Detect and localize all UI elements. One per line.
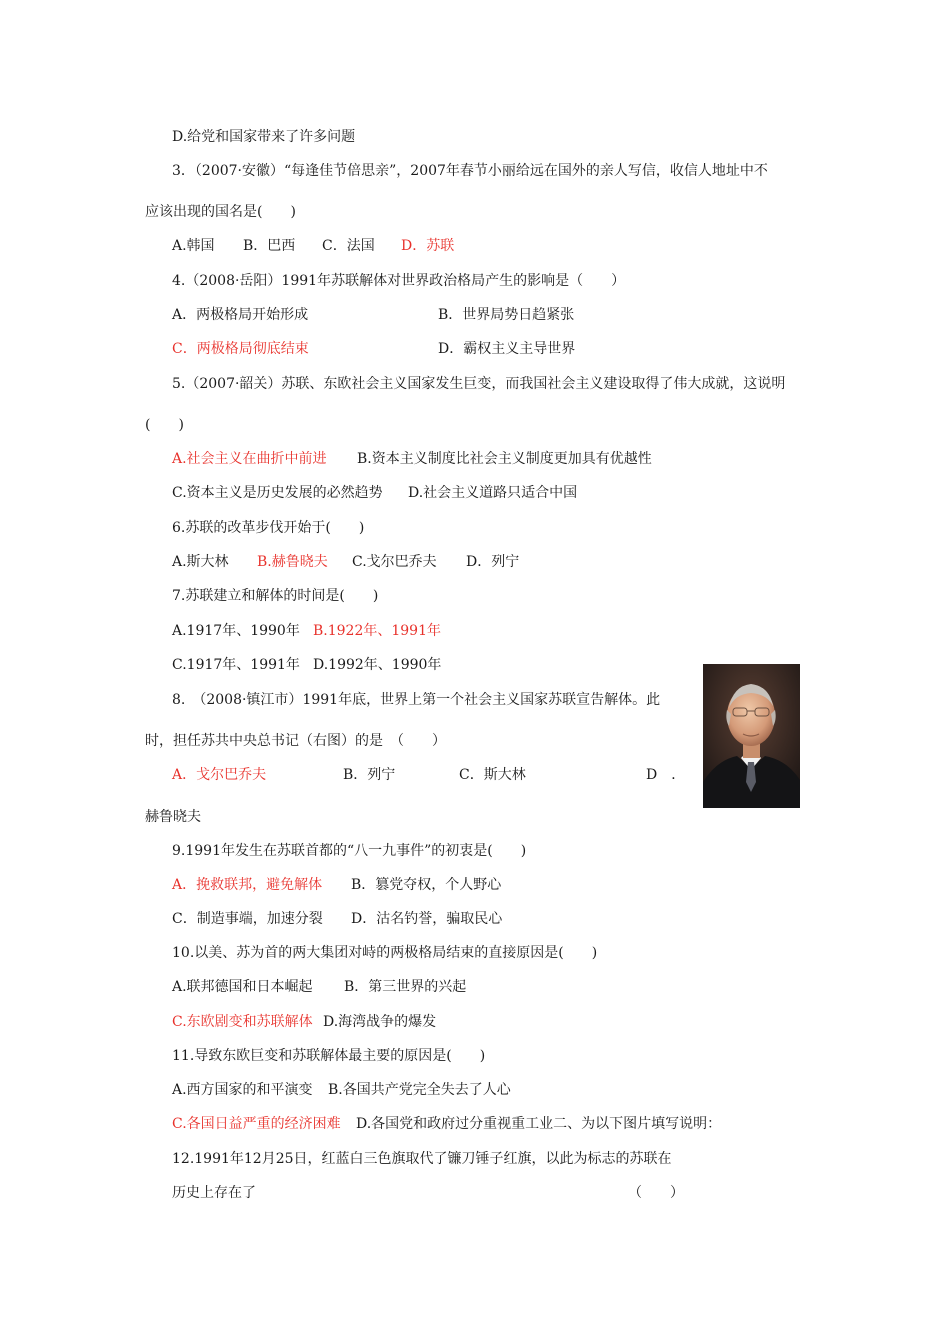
q5-option-a-answer: A.社会主义在曲折中前进 xyxy=(172,451,327,467)
q3-option-d-answer: D．苏联 xyxy=(401,238,455,254)
q4-option-d: D．霸权主义主导世界 xyxy=(438,341,576,357)
q8-option-d: D ． xyxy=(646,767,686,783)
q5-stem-line1: 5.（2007·韶关）苏联、东欧社会主义国家发生巨变，而我国社会主义建设取得了伟大成就，这说明 xyxy=(172,376,786,392)
portrait-photo xyxy=(703,664,800,808)
q6-option-a: A.斯大林 xyxy=(172,554,229,570)
q8-stem-line1: 8. （2008·镇江市）1991年底，世界上第一个社会主义国家苏联宣告解体。此 xyxy=(172,692,661,708)
q12-answer-paren: （ ） xyxy=(628,1185,684,1201)
q6-option-d: D．列宁 xyxy=(466,554,520,570)
q6-option-c: C.戈尔巴乔夫 xyxy=(352,554,437,570)
q11-option-b: B.各国共产党完全失去了人心 xyxy=(328,1082,511,1098)
q11-option-c-answer: C.各国日益严重的经济困难 xyxy=(172,1116,341,1132)
q5-stem-line2: ( ) xyxy=(145,417,184,433)
q7-option-a: A.1917年、1990年 xyxy=(172,623,300,639)
q3-option-b: B．巴西 xyxy=(243,238,296,254)
q6-stem: 6.苏联的改革步伐开始于( ) xyxy=(172,520,365,536)
q10-option-a: A.联邦德国和日本崛起 xyxy=(172,979,313,995)
q5-option-b: B.资本主义制度比社会主义制度更加具有优越性 xyxy=(357,451,652,467)
q3-option-c: C．法国 xyxy=(322,238,375,254)
q8-option-b: B．列宁 xyxy=(343,767,396,783)
q8-option-a-answer: A．戈尔巴乔夫 xyxy=(172,767,267,783)
q5-option-d: D.社会主义道路只适合中国 xyxy=(408,485,578,501)
q9-option-a-answer: A．挽救联邦，避免解体 xyxy=(172,877,323,893)
q11-option-d: D.各国党和政府过分重视重工业二、为以下图片填写说明： xyxy=(356,1116,722,1132)
q10-option-b: B．第三世界的兴起 xyxy=(344,979,467,995)
q11-stem: 11.导致东欧巨变和苏联解体最主要的原因是( ) xyxy=(172,1048,486,1064)
q6-option-b-answer: B.赫鲁晓夫 xyxy=(257,554,328,570)
q9-option-d: D．沽名钓誉，骗取民心 xyxy=(351,911,503,927)
q3-stem-line1: 3．（2007·安徽）“每逢佳节倍思亲”，2007年春节小丽给远在国外的亲人写信，收信人地址中不 xyxy=(172,163,768,179)
q8-stem-line2: 时，担任苏共中央总书记（右图）的是 （ ） xyxy=(145,733,446,749)
q3-option-a: A.韩国 xyxy=(172,238,215,254)
q9-option-b: B．篡党夺权，个人野心 xyxy=(351,877,502,893)
portrait-illustration xyxy=(703,664,800,808)
q2-option-d: D.给党和国家带来了许多问题 xyxy=(172,129,356,145)
q4-option-b: B．世界局势日趋紧张 xyxy=(438,307,575,323)
q10-stem: 10.以美、苏为首的两大集团对峙的两极格局结束的直接原因是( ) xyxy=(172,945,598,961)
q10-option-c-answer: C.东欧剧变和苏联解体 xyxy=(172,1014,313,1030)
q7-option-d: D.1992年、1990年 xyxy=(313,657,442,673)
q10-option-d: D.海湾战争的爆发 xyxy=(323,1014,437,1030)
q8-option-d-wrap: 赫鲁晓夫 xyxy=(145,809,201,825)
q7-option-c: C.1917年、1991年 xyxy=(172,657,300,673)
q4-option-a: A．两极格局开始形成 xyxy=(172,307,309,323)
q3-stem-line2: 应该出现的国名是( ) xyxy=(145,204,296,220)
q12-stem-line1: 12.1991年12月25日，红蓝白三色旗取代了镰刀锤子红旗，以此为标志的苏联在 xyxy=(172,1151,672,1167)
q9-option-c: C．制造事端，加速分裂 xyxy=(172,911,323,927)
q11-option-a: A.西方国家的和平演变 xyxy=(172,1082,313,1098)
q9-stem: 9.1991年发生在苏联首都的“八一九事件”的初衷是( ) xyxy=(172,843,527,859)
q8-option-c: C．斯大林 xyxy=(459,767,526,783)
q4-option-c-answer: C．两极格局彻底结束 xyxy=(172,341,309,357)
q7-option-b-answer: B.1922年、1991年 xyxy=(313,623,441,639)
q4-stem: 4.（2008·岳阳）1991年苏联解体对世界政治格局产生的影响是（ ） xyxy=(172,273,626,289)
q5-option-c: C.资本主义是历史发展的必然趋势 xyxy=(172,485,383,501)
q12-stem-line2: 历史上存在了 xyxy=(172,1185,256,1201)
q7-stem: 7.苏联建立和解体的时间是( ) xyxy=(172,588,379,604)
